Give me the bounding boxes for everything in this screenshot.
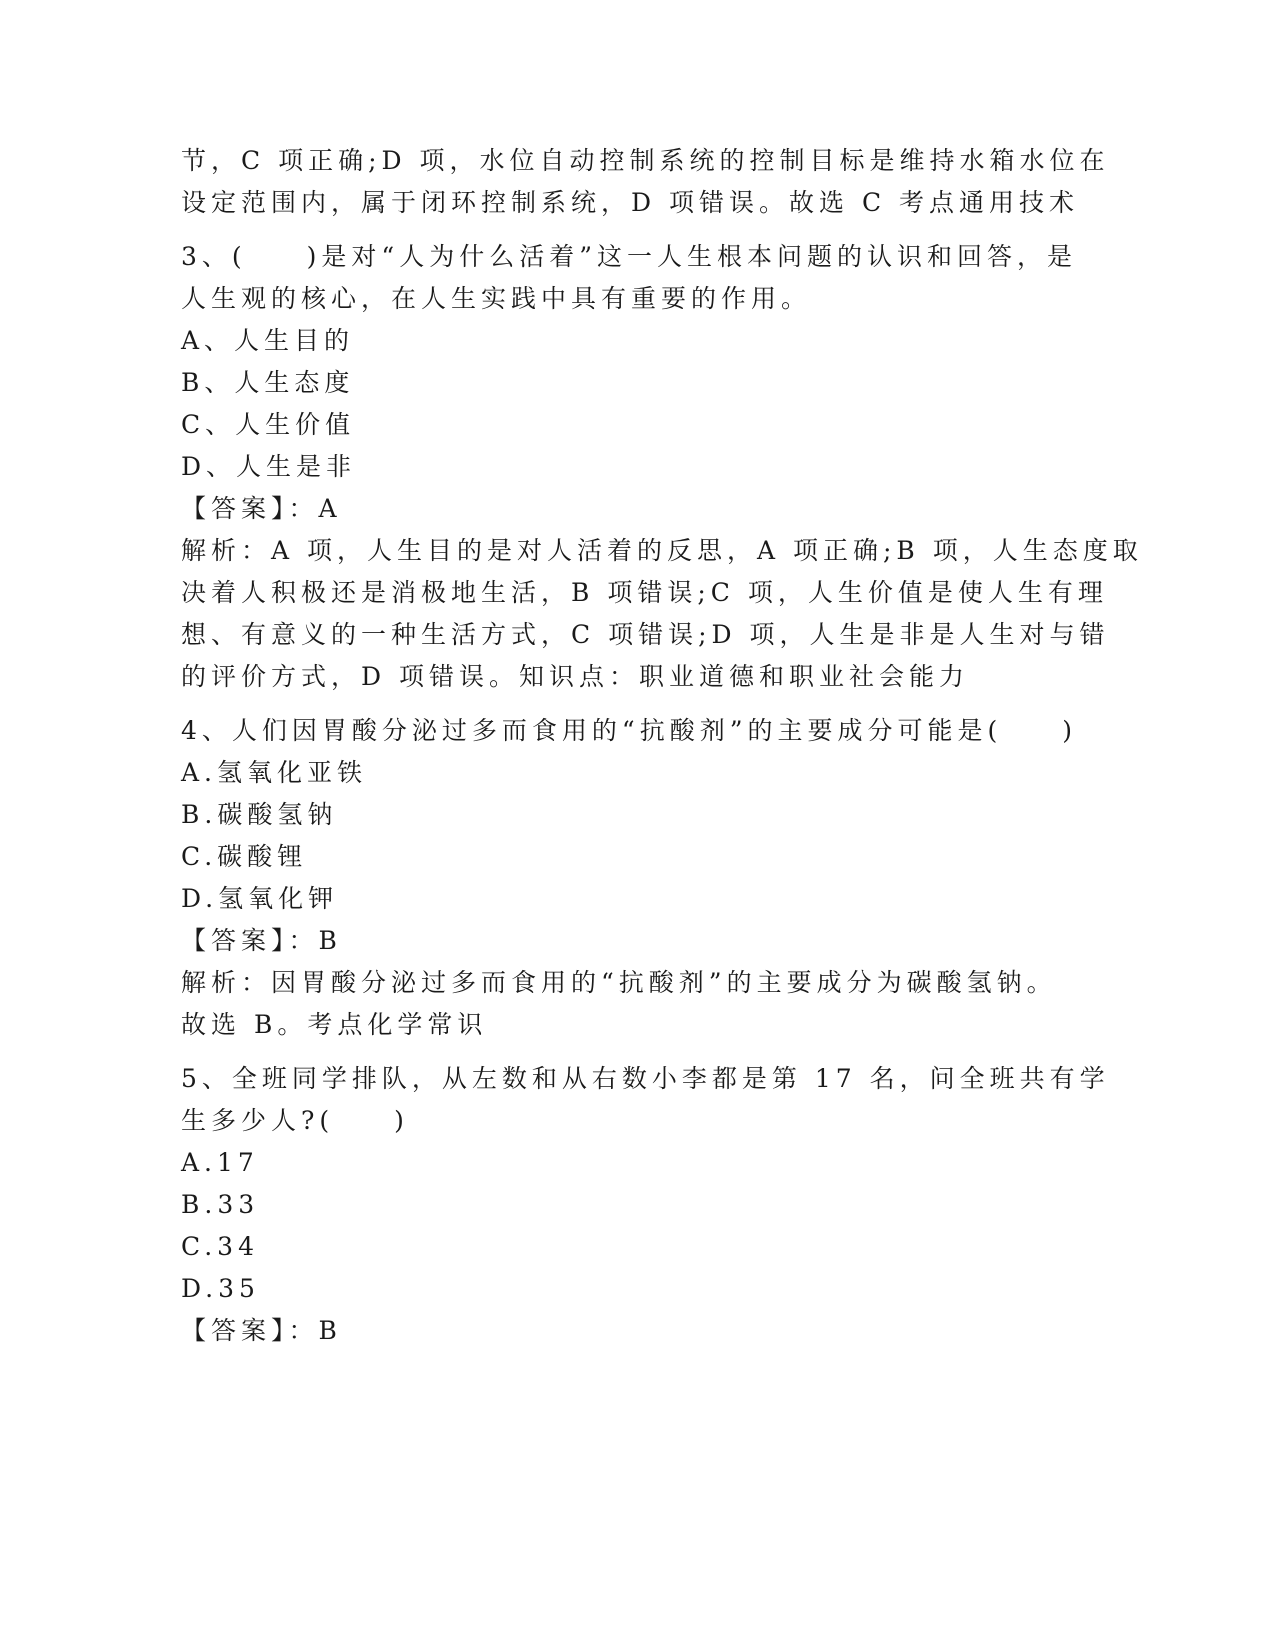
- question-stem: 5、全班同学排队，从左数和从右数小李都是第 17 名，问全班共有学: [181, 1064, 1110, 1093]
- option-d: D、人生是非: [181, 452, 357, 481]
- text-line: 节，C 项正确;D 项，水位自动控制系统的控制目标是维持水箱水位在: [181, 146, 1110, 175]
- option-c: C.34: [181, 1232, 259, 1261]
- question-stem: 4、人们因胃酸分泌过多而食用的“抗酸剂”的主要成分可能是( ): [181, 716, 1077, 745]
- option-b: B.碳酸氢钠: [181, 800, 338, 829]
- analysis-line: 决着人积极还是消极地生活，B 项错误;C 项，人生价值是使人生有理: [181, 578, 1108, 607]
- option-c: C、人生价值: [181, 410, 356, 439]
- answer: 【答案】：B: [181, 1316, 342, 1345]
- question-5: [181, 1058, 1110, 1352]
- option-b: B、人生态度: [181, 368, 355, 397]
- question-4: [181, 710, 1077, 1046]
- answer: 【答案】：B: [181, 926, 342, 955]
- question-3: [181, 236, 1143, 698]
- intro-analysis: [181, 140, 1110, 224]
- analysis-line: 故选 B。考点化学常识: [181, 1010, 488, 1039]
- analysis-line: 解析：因胃酸分泌过多而食用的“抗酸剂”的主要成分为碳酸氢钠。: [181, 968, 1057, 997]
- document-page: [181, 140, 1143, 1352]
- analysis-line: 的评价方式，D 项错误。知识点：职业道德和职业社会能力: [181, 662, 969, 691]
- option-c: C.碳酸锂: [181, 842, 308, 871]
- option-a: A.17: [181, 1148, 259, 1177]
- option-a: A、人生目的: [181, 326, 355, 355]
- option-d: D.35: [181, 1274, 260, 1303]
- option-b: B.33: [181, 1190, 260, 1219]
- text-line: 设定范围内，属于闭环控制系统，D 项错误。故选 C 考点通用技术: [181, 188, 1080, 217]
- analysis-line: 解析：A 项，人生目的是对人活着的反思，A 项正确;B 项，人生态度取: [181, 536, 1143, 565]
- option-a: A.氢氧化亚铁: [181, 758, 368, 787]
- option-d: D.氢氧化钾: [181, 884, 339, 913]
- answer: 【答案】：A: [181, 494, 342, 523]
- question-stem: 3、( )是对“人为什么活着”这一人生根本问题的认识和回答，是: [181, 242, 1077, 271]
- analysis-line: 想、有意义的一种生活方式，C 项错误;D 项，人生是非是人生对与错: [181, 620, 1110, 649]
- question-stem: 人生观的核心，在人生实践中具有重要的作用。: [181, 284, 812, 313]
- question-stem: 生多少人?( ): [181, 1106, 409, 1135]
